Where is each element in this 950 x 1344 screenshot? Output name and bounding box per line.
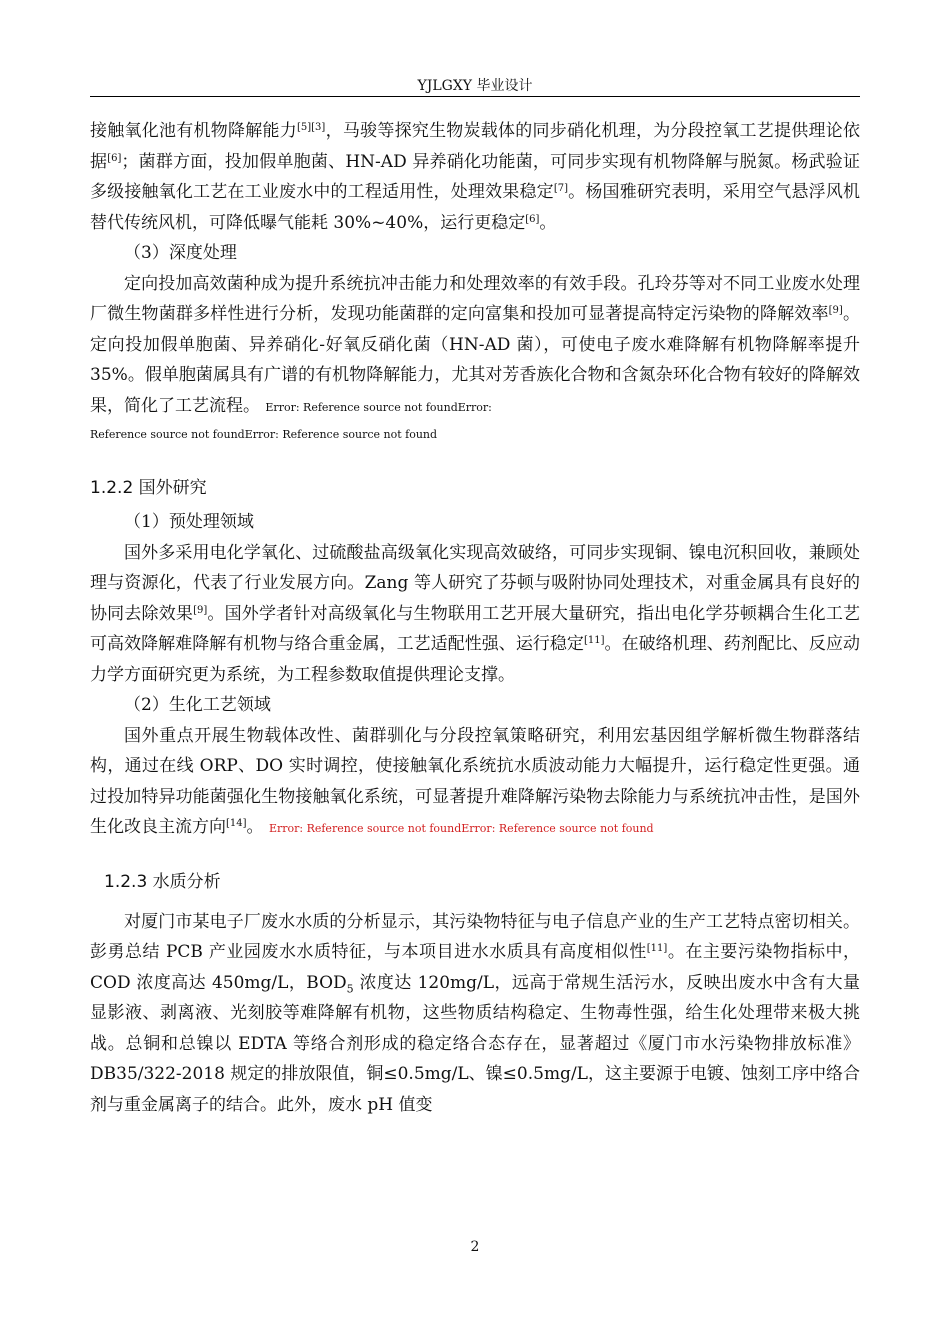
citation[interactable]: [9] — [828, 305, 843, 316]
citation[interactable]: [5][3] — [296, 122, 326, 133]
citation[interactable]: [11] — [646, 943, 668, 954]
paragraph-foreign-pretreatment: 国外多采用电化学氧化、过硫酸盐高级氧化实现高效破络，可同步实现铜、镍电沉积回收，兼顾处理与资源化，代表了行业发展方向。Zang 等人研究了芬顿与吸附协同处理技术，对重金属具有良好的协同去除效果[9]。国外学者针对高级氧化与生物联用工艺开展大量研究，指出电化学芬顿耦合生化工艺可高效降解难降解有机物与络合重金属，工艺适配性强、运行稳定[11]。在破络机理、药剂配比、反应动力学方面研究更为系统，为工程参数取值提供理论支撑。 — [90, 542, 861, 685]
section-heading-1-2-2: 1.2.2 国外研究 — [90, 478, 207, 498]
citation[interactable]: [7] — [553, 183, 568, 194]
reference-error: Error: Reference source not foundError: — [265, 400, 492, 414]
paragraph-bioaugmentation: 定向投加高效菌种成为提升系统抗冲击能力和处理效率的有效手段。孔玲芬等对不同工业废水处理厂微生物菌群多样性进行分析，发现功能菌群的定向富集和投加可显著提高特定污染物的降解效率[9]。定向投加假单胞菌、异养硝化-好氧反硝化菌（HN-AD 菌），可使电子废水难降解有机物降解率提升 35%。假单胞菌属具有广谱的有机物降解能力，尤其对芳香族化合物和含氮杂环化合物有较好的降解效果，简化了工艺流程。 Error: Reference source not foundError: — [90, 273, 861, 416]
paragraph-carrier-research: 接触氧化池有机物降解能力[5][3]，马骏等探究生物炭载体的同步硝化机理，为分段控氧工艺提供理论依据[6]；菌群方面，投加假单胞菌、HN-AD 异养硝化功能菌，可同步实现有机物降解与脱氮。杨武验证多级接触氧化工艺在工业废水中的工程适用性，处理效果稳定[7]。杨国雅研究表明，采用空气悬浮风机替代传统风机，可降低曝气能耗 30%~40%，运行更稳定[6]。 — [90, 121, 861, 233]
section-heading-1-2-3: 1.2.3 水质分析 — [104, 871, 221, 892]
paragraph-foreign-biochemical: 国外重点开展生物载体改性、菌群驯化与分段控氧策略研究，利用宏基因组学解析微生物群落结构，通过在线 ORP、DO 实时调控，使接触氧化系统抗水质波动能力大幅提升，运行稳定性更强。通过投加特异功能菌强化生物接触氧化系统，可显著提升难降解污染物去除能力与系统抗冲击性，是国外生化改良主流方向[14]。 Error: Reference source not foundError: Reference source not found — [90, 725, 860, 837]
subscript: 5 — [346, 981, 354, 995]
document-body — [90, 116, 860, 1120]
citation[interactable]: [6] — [525, 213, 540, 225]
paragraph-water-quality: 对厦门市某电子厂废水水质的分析显示，其污染物特征与电子信息产业的生产工艺特点密切相关。彭勇总结 PCB 产业园废水水质特征，与本项目进水水质具有高度相似性[11]。在主要污染物指标中，COD 浓度高达 450mg/L，$BOD_5$ 浓度达 120mg/L，远高于常规生活污水，反映出废水中含有大量显影液、剥离液、光刻胶等难降解有机物，这些物质结构稳定、生物毒性强，给生化处理带来极大挑战。总铜和总镍以 EDTA 等络合剂形成的稳定络合态存在，显著超过《厦门市水污染物排放标准》DB35/322-2018 规定的排放限值，铜≤0.5mg/L、镍≤0.5mg/L，这主要源于电镀、蚀刻工序中络合剂与重金属离子的结合。此外，废水 pH 值变 — [90, 911, 861, 1115]
page-header: YJLGXY 毕业设计 — [417, 78, 533, 94]
citation[interactable]: [14] — [226, 818, 247, 829]
header-rule — [90, 96, 860, 97]
reference-error-line: Reference source not foundError: Reference source not found — [90, 428, 438, 441]
page-number: 2 — [470, 1239, 480, 1255]
reference-error: Error: Reference source not foundError: Reference source not found — [268, 822, 654, 835]
citation[interactable]: [9] — [193, 604, 208, 616]
citation[interactable]: [6] — [107, 152, 122, 164]
subheading-pretreatment: （1）预处理领域 — [124, 512, 254, 532]
subheading-biochemical-process: （2）生化工艺领域 — [124, 695, 271, 715]
citation[interactable]: [11] — [583, 635, 605, 646]
subheading-advanced-treatment: （3）深度处理 — [124, 243, 237, 263]
